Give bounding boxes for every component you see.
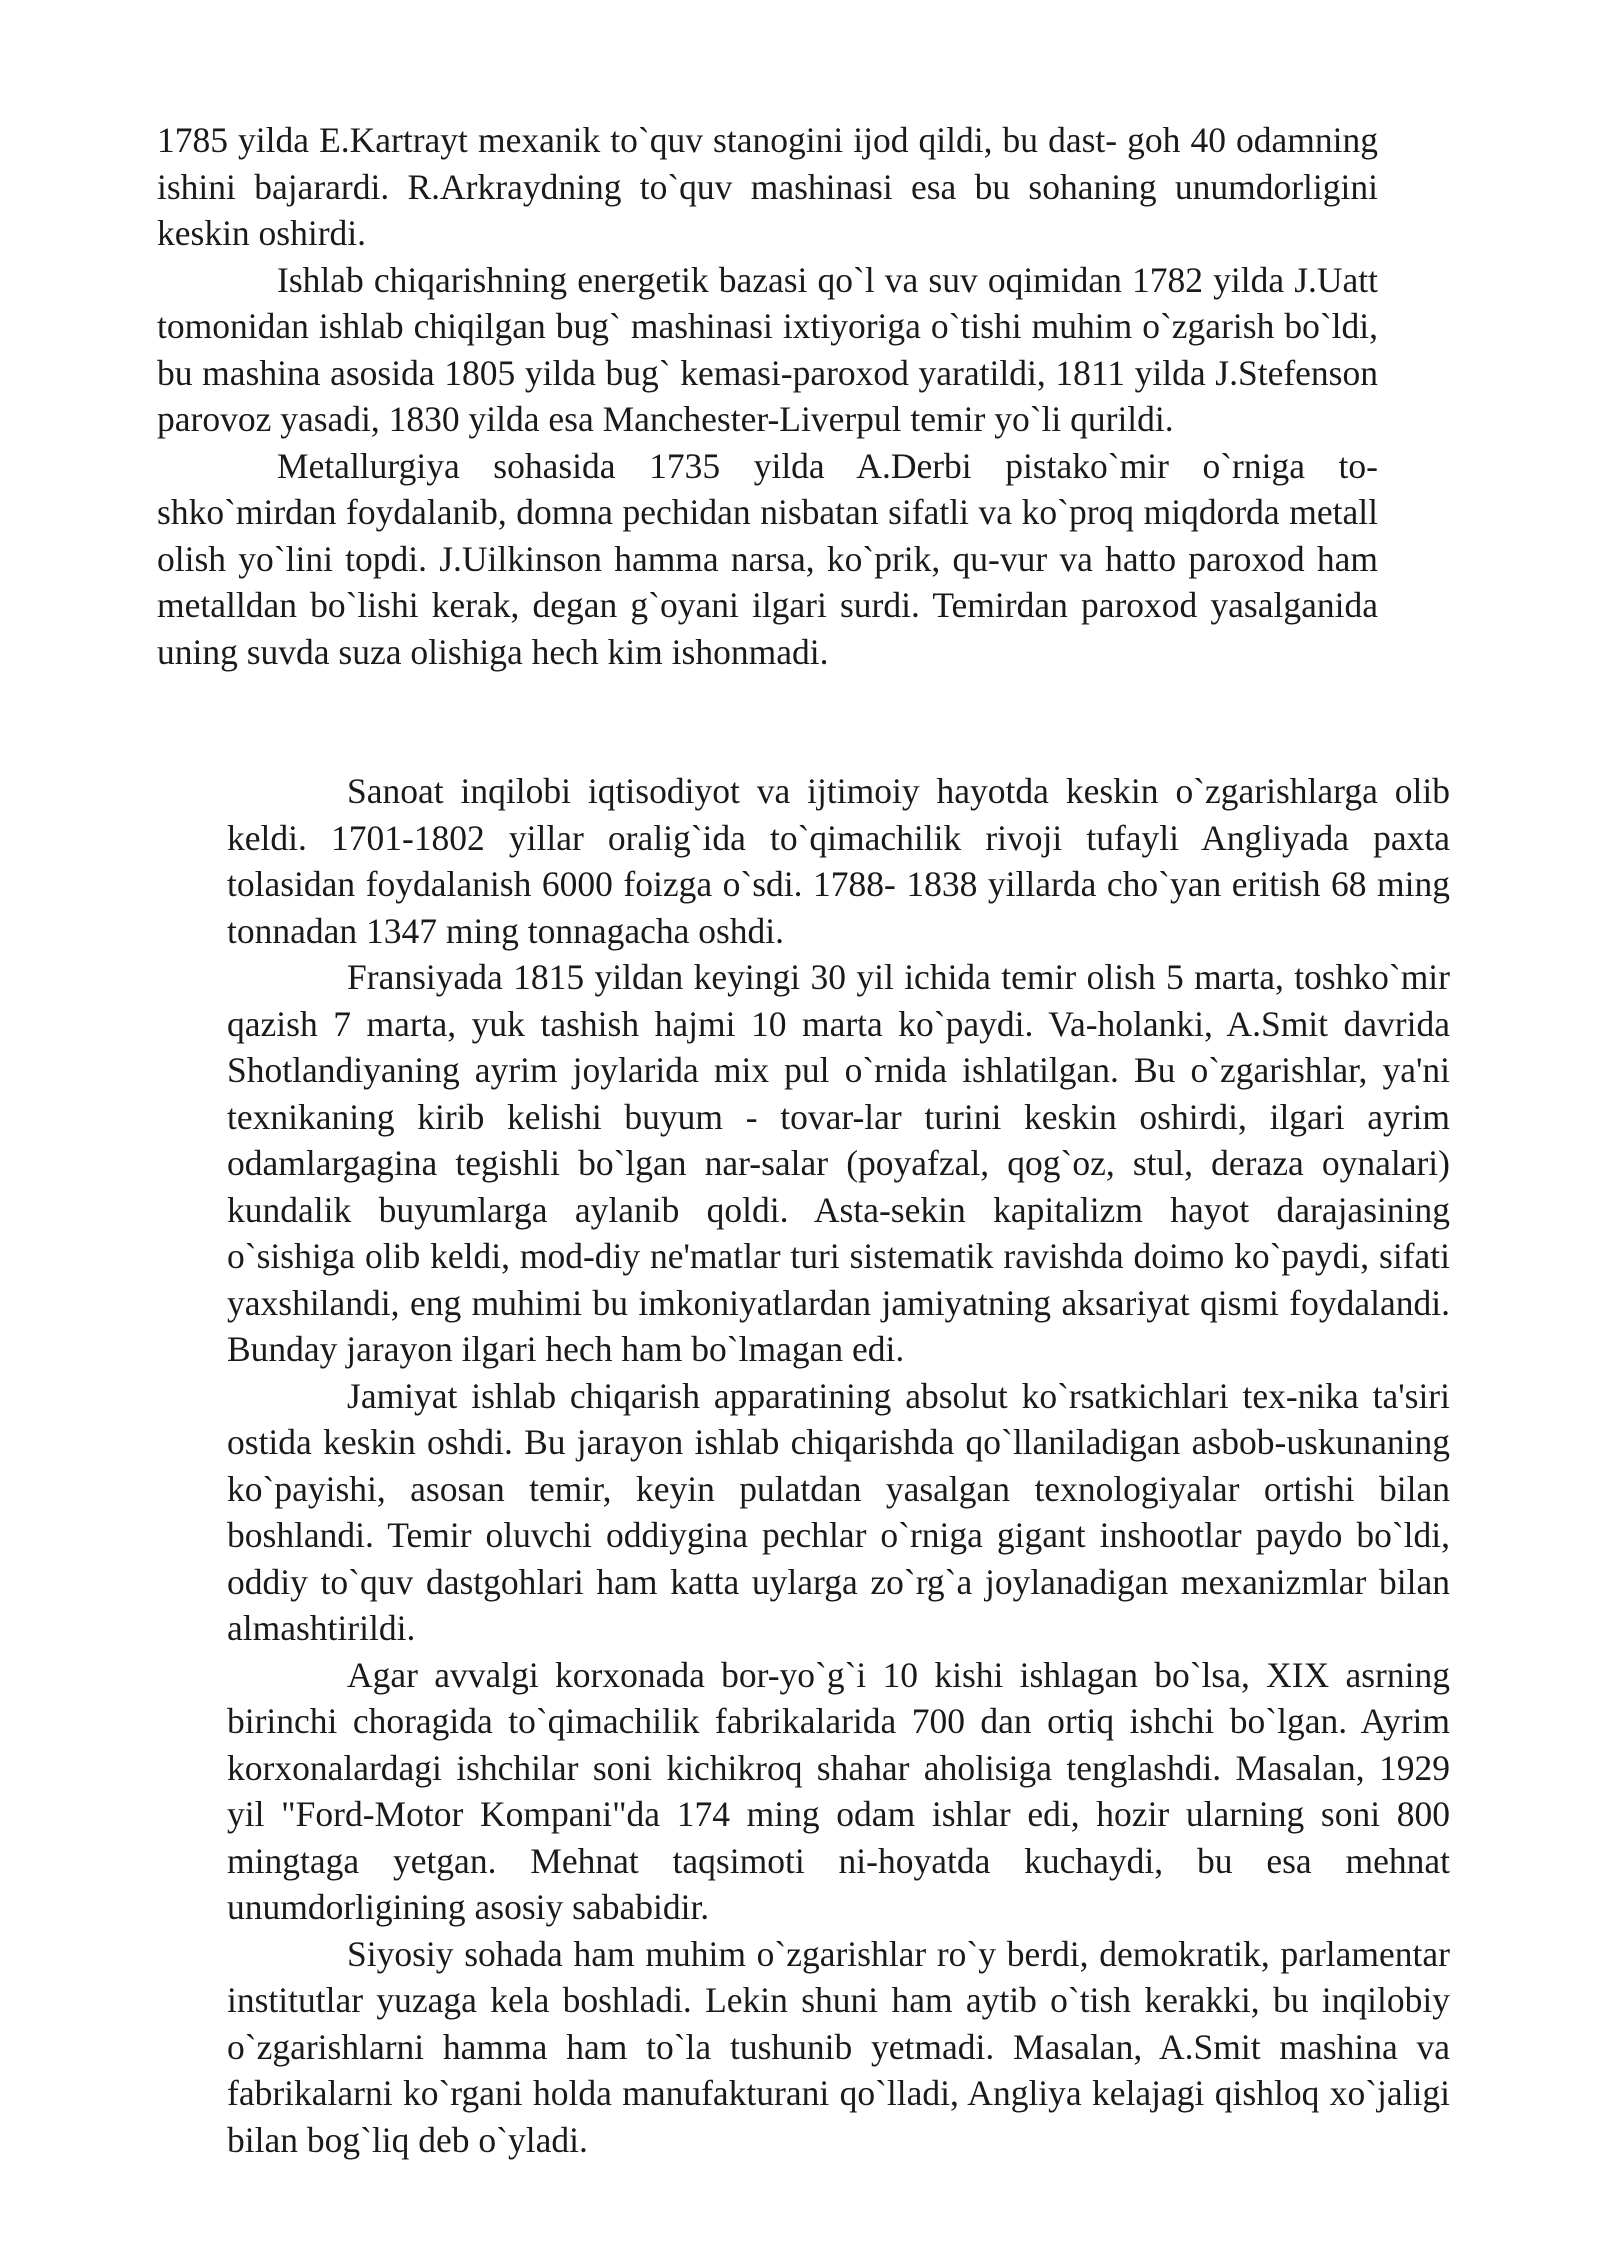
text-block-upper: [157, 117, 1378, 675]
paragraph-korxonalar: Agar avvalgi korxonada bor-yo`g`i 10 kishi ishlagan bo`lsa, XIX asrning birinchi choragida to`qimachilik fabrikalarida 700 dan ortiq ishchi bo`lgan. Ayrim korxonalardagi ishchilar soni kichikroq shahar aholisiga tenglashdi. Masalan, 1929 yil "Ford-Motor Kompani"da 174 ming odam ishlar edi, hozir ularning soni 800 mingtaga yetgan. Mehnat taqsimoti ni-hoyatda kuchaydi, bu esa mehnat unumdorligining asosiy sababidir.: [227, 1654, 1450, 1927]
paragraph-kartrayt: 1785 yilda E.Kartrayt mexanik to`quv stanogini ijod qildi, bu dast- goh 40 odamning ishini bajarardi. R.Arkraydning to`quv mashinasi esa bu sohaning unumdorligini keskin oshirdi.: [157, 120, 1378, 253]
paragraph-siyosiy-soha: Siyosiy sohada ham muhim o`zgarishlar ro`y berdi, demokratik, parlamentar institutlar yuzaga kela boshladi. Lekin shuni ham aytib o`tish kerakki, bu inqilobiy o`zgarishlarni hamma ham to`la tushunib yetmadi. Masalan, A.Smit mashina va fabrikalarni ko`rgani holda manufakturani qo`lladi, Angliya kelajagi qishloq xo`jaligi bilan bog`liq deb o`yladi.: [227, 1933, 1450, 2160]
paragraph-ishlab-chiqarish-apparati: Jamiyat ishlab chiqarish apparatining absolut ko`rsatkichlari tex-nika ta'siri ostida keskin oshdi. Bu jarayon ishlab chiqarishda qo`llaniladigan asbob-uskunaning ko`payishi, asosan temir, keyin pulatdan yasalgan texnologiyalar ortishi bilan boshlandi. Temir oluvchi oddiygina pechlar o`rniga gigant inshootlar paydo bo`ldi, oddiy to`quv dastgohlari ham katta uylarga zo`rg`a joylanadigan mexanizmlar bilan almashtirildi.: [227, 1375, 1450, 1648]
paragraph-metallurgiya: Metallurgiya sohasida 1735 yilda A.Derbi pistako`mir o`rniga to-shko`mirdan foydalanib, domna pechidan nisbatan sifatli va ko`proq miqdorda metall olish yo`lini topdi. J.Uilkinson hamma narsa, ko`prik, qu-vur va hatto paroxod ham metalldan bo`lishi kerak, degan g`oyani ilgari surdi. Temirdan paroxod yasalganida uning suvda suza olishiga hech kim ishonmadi.: [157, 445, 1378, 672]
paragraph-sanoat-inqilobi: Sanoat inqilobi iqtisodiyot va ijtimoiy hayotda keskin o`zgarishlarga olib keldi. 1701-1802 yillar oralig`ida to`qimachilik rivoji tufayli Angliyada paxta tolasidan foydalanish 6000 foizga o`sdi. 1788- 1838 yillarda cho`yan eritish 68 ming tonnadan 1347 ming tonnagacha oshdi.: [227, 771, 1450, 951]
paragraph-energetik-baza: Ishlab chiqarishning energetik bazasi qo`l va suv oqimidan 1782 yilda J.Uatt tomonidan ishlab chiqilgan bug` mashinasi ixtiyoriga o`tishi muhim o`zgarish bo`ldi, bu mashina asosida 1805 yilda bug` kemasi-paroxod yaratildi, 1811 yilda J.Stefenson parovoz yasadi, 1830 yilda esa Manchester-Liverpul temir yo`li qurildi.: [157, 259, 1378, 439]
text-block-lower: [227, 768, 1450, 2163]
paragraph-fransiya: Fransiyada 1815 yildan keyingi 30 yil ichida temir olish 5 marta, toshko`mir qazish 7 marta, yuk tashish hajmi 10 marta ko`paydi. Va-holanki, A.Smit davrida Shotlandiyaning ayrim joylarida mix pul o`rnida ishlatilgan. Bu o`zgarishlar, ya'ni texnikaning kirib kelishi buyum - tovar-lar turini keskin oshirdi, ilgari ayrim odamlargagina tegishli bo`lgan nar-salar (poyafzal, qog`oz, stul, deraza oynalari) kundalik buyumlarga aylanib qoldi. Asta-sekin kapitalizm hayot darajasining o`sishiga olib keldi, mod-diy ne'matlar turi sistematik ravishda doimo ko`paydi, sifati yaxshilandi, eng muhimi bu imkoniyatlardan jamiyatning aksariyat qismi foydalandi. Bunday jarayon ilgari hech ham bo`lmagan edi.: [227, 957, 1450, 1369]
